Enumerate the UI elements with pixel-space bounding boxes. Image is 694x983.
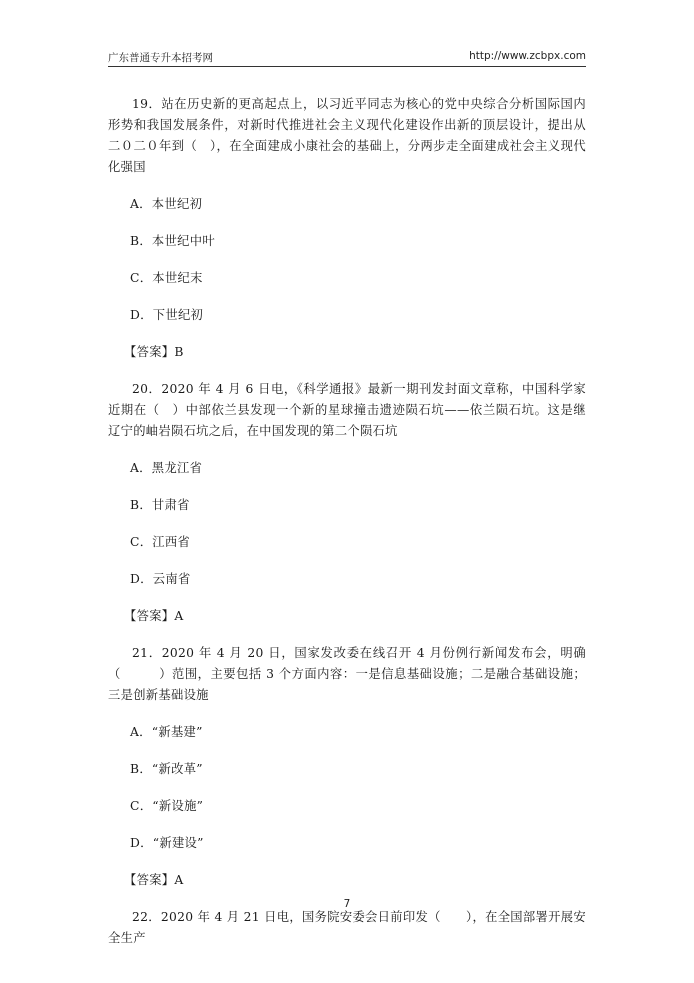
question-21-option-a: A．“新基建” [130, 725, 203, 739]
question-21-answer: 【答案】A [124, 873, 184, 887]
question-21-text: 21．2020 年 4 月 20 日，国家发改委在线召开 4 月份例行新闻发布会，明确（ ）范围，主要包括 3 个方面内容：一是信息基础设施；二是融合基础设施；三是创新基础设施 [108, 646, 586, 702]
question-21-option-d: D．“新建设” [130, 836, 204, 850]
question-20-option-a: A．黑龙江省 [130, 461, 203, 475]
question-20-option-d: D．云南省 [130, 572, 191, 586]
question-20-option-c: C．江西省 [130, 535, 191, 549]
header-site-name: 广东普通专升本招考网 [108, 52, 213, 64]
page-header [108, 48, 586, 67]
question-19-option-d: D．下世纪初 [130, 308, 204, 322]
question-20-text: 20．2020 年 4 月 6 日电，《科学通报》最新一期刊发封面文章称，中国科学家近期在（ ）中部依兰县发现一个新的星球撞击遗迹陨石坑——依兰陨石坑。这是继辽宁的岫岩陨石坑之后，在中国发现的第二个陨石坑 [108, 382, 586, 438]
document-body [108, 94, 586, 949]
question-19-option-c: C．本世纪末 [130, 271, 203, 285]
question-20-answer: 【答案】A [124, 609, 184, 623]
question-20-option-b: B．甘肃省 [130, 498, 190, 512]
question-21-option-b: B．“新改革” [130, 762, 203, 776]
question-19-option-a: A．本世纪初 [130, 197, 203, 211]
question-19-text: 19．站在历史新的更高起点上，以习近平同志为核心的党中央综合分析国际国内形势和我国发展条件，对新时代推进社会主义现代化建设作出新的顶层设计，提出从二０二０年到（ ），在全面建成小康社会的基础上，分两步走全面建成社会主义现代化强国 [108, 97, 586, 174]
question-22-text: 22．2020 年 4 月 21 日电，国务院安委会日前印发（ ），在全国部署开展安全生产 [108, 910, 586, 945]
header-url[interactable]: http://www.zcbpx.com [469, 50, 586, 62]
question-19-option-b: B．本世纪中叶 [130, 234, 215, 248]
page-number: 7 [343, 898, 351, 910]
question-19-answer: 【答案】B [124, 345, 184, 359]
question-21-option-c: C．“新设施” [130, 799, 204, 813]
